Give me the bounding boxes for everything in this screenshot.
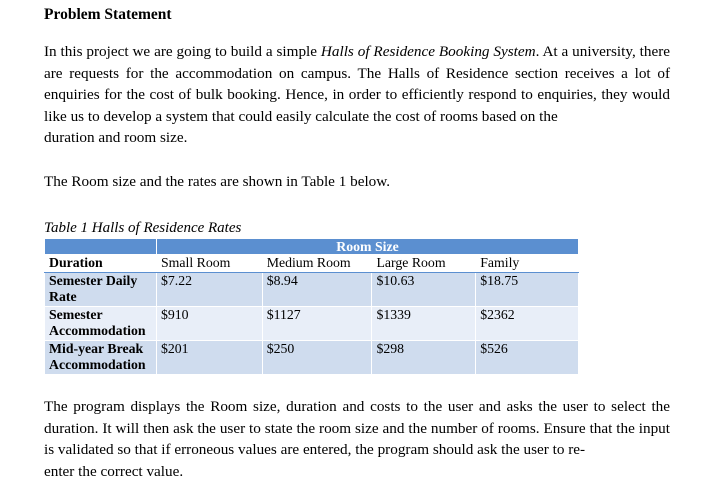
intro-paragraph (44, 41, 670, 149)
cell-value: $2362 (476, 306, 579, 340)
cell-value: $8.94 (262, 272, 372, 306)
table-column-header-row (45, 255, 579, 273)
table-caption: Table 1 Halls of Residence Rates (44, 218, 241, 239)
table-row (45, 272, 579, 306)
table-row (45, 306, 579, 340)
column-header-duration: Duration (45, 255, 157, 273)
column-header-family: Family (476, 255, 579, 273)
cell-value: $201 (156, 340, 262, 374)
cell-value: $7.22 (156, 272, 262, 306)
rates-table (44, 238, 579, 375)
intro-text-start: In this project we are going to build a simple (44, 43, 321, 60)
cell-value: $18.75 (476, 272, 579, 306)
rates-intro-paragraph: The Room size and the rates are shown in Table 1 below. (44, 171, 670, 193)
cell-value: $10.63 (372, 272, 476, 306)
row-label-semester-daily-rate: Semester Daily Rate (45, 272, 157, 306)
closing-text-main: The program displays the Room size, duration and costs to the user and asks the user to select the duration. It will then ask the user to state the room size and the number of rooms. Ensure that the input is validated so that if erroneous values are entered, the program should ask the user to re- (44, 398, 670, 458)
room-size-group-header: Room Size (156, 239, 578, 255)
cell-value: $1339 (372, 306, 476, 340)
group-header-spacer (45, 239, 157, 255)
cell-value: $526 (476, 340, 579, 374)
closing-paragraph (44, 396, 670, 482)
cell-value: $1127 (262, 306, 372, 340)
column-header-large-room: Large Room (372, 255, 476, 273)
closing-text-end: enter the correct value. (44, 461, 670, 482)
section-heading: Problem Statement (44, 4, 172, 26)
table-group-header-row (45, 239, 579, 255)
intro-text-middle: . At a university, there are requests for the accommodation on campus. The Halls of Residence section receives a lot of enquiries for the cost of bulk booking. Hence, in order to efficiently respond to enquiries, they would like us to develop a system that could easily calculate the cost of rooms based on the (44, 43, 670, 125)
cell-value: $298 (372, 340, 476, 374)
cell-value: $910 (156, 306, 262, 340)
cell-value: $250 (262, 340, 372, 374)
column-header-medium-room: Medium Room (262, 255, 372, 273)
intro-text-end: duration and room size. (44, 127, 670, 149)
row-label-mid-year-break: Mid-year Break Accommodation (45, 340, 157, 374)
table-row (45, 340, 579, 374)
system-name-italic: Halls of Residence Booking System (321, 43, 536, 60)
column-header-small-room: Small Room (156, 255, 262, 273)
row-label-semester-accommodation: Semester Accommodation (45, 306, 157, 340)
